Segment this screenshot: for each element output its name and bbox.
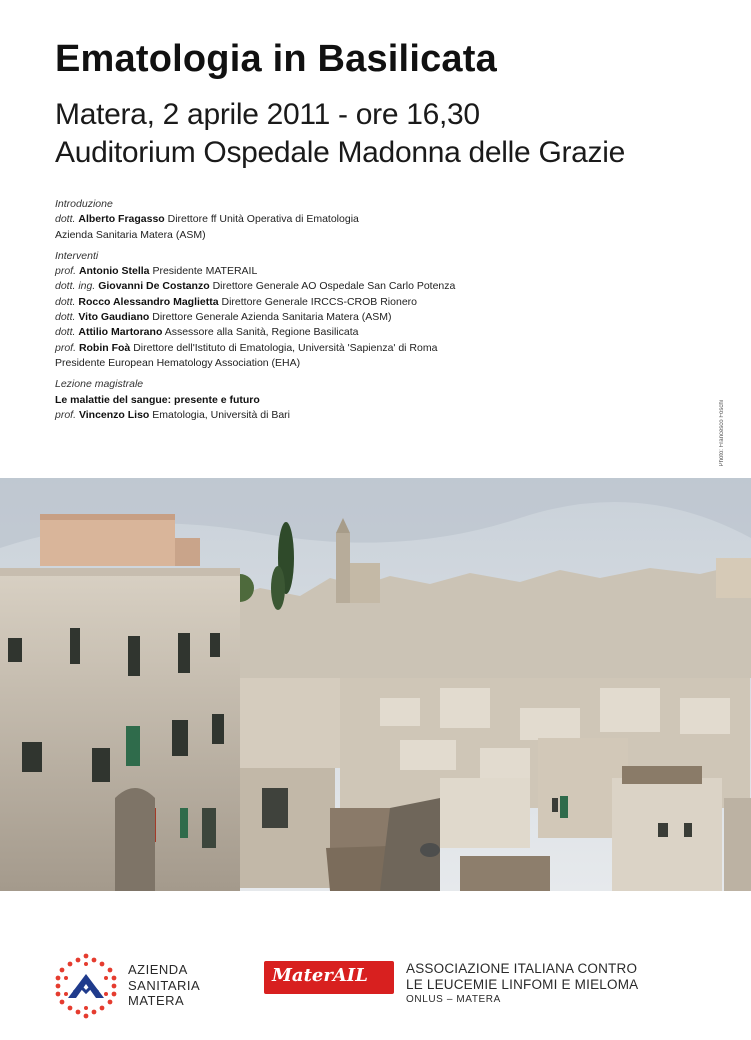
speaker-role: Ematologia, Università di Bari	[152, 408, 290, 421]
section-lezione-label: Lezione magistrale	[55, 378, 144, 391]
speaker-line	[55, 325, 575, 340]
event-date: Matera, 2 aprile 2011 - ore 16,30	[55, 98, 480, 131]
speaker-title: dott.	[55, 295, 76, 308]
speaker-name: Vincenzo Liso	[78, 408, 150, 421]
speaker-role: Direttore ff Unità Operativa di Ematologia	[167, 213, 359, 226]
materail-logo	[264, 961, 394, 994]
speaker-role: Direttore Generale IRCCS-CROB Rionero	[221, 295, 417, 308]
speaker-line	[55, 341, 575, 356]
assoc-line: ONLUS – MATERA	[406, 994, 501, 1005]
assoc-line: LE LEUCEMIE LINFOMI E MIELOMA	[406, 977, 639, 992]
speaker-line	[55, 212, 575, 227]
speaker-title: prof.	[55, 408, 77, 421]
speaker-title: dott.	[55, 311, 76, 324]
program	[55, 197, 575, 423]
speaker-name: Vito Gaudiano	[78, 311, 150, 324]
speaker-line	[55, 279, 575, 294]
speaker-title: prof.	[55, 265, 77, 278]
matera-sassi-photo	[0, 478, 751, 891]
speaker-title: dott.	[55, 213, 76, 226]
speaker-name: Attilio Martorano	[78, 326, 163, 339]
speaker-title: prof.	[55, 341, 77, 354]
speaker-name: Antonio Stella	[78, 265, 150, 278]
speaker-line	[55, 310, 575, 325]
section-interventi-label: Interventi	[55, 249, 99, 262]
section-intro-label: Introduzione	[55, 198, 113, 210]
speaker-name: Alberto Fragasso	[78, 213, 165, 226]
speaker-line	[55, 408, 575, 423]
speaker-name: Robin Foà	[78, 341, 131, 354]
photo-credit: Photo: Francesco Foschi	[719, 400, 725, 467]
assoc-line: ASSOCIAZIONE ITALIANA CONTRO	[406, 961, 638, 976]
asm-name	[128, 962, 200, 1009]
speaker-name: Rocco Alessandro Maglietta	[78, 295, 219, 308]
speaker-line	[55, 295, 575, 310]
speaker-name: Giovanni De Costanzo	[98, 280, 210, 293]
speaker-line	[55, 264, 575, 279]
speaker-role: Direttore Generale AO Ospedale San Carlo Potenza	[212, 280, 456, 293]
asm-line: AZIENDA	[128, 962, 188, 977]
asm-logo	[52, 950, 120, 1022]
asm-line: SANITARIA	[128, 977, 201, 993]
asm-line: MATERA	[128, 993, 185, 1008]
event-venue: Auditorium Ospedale Madonna delle Grazie	[55, 136, 625, 169]
speaker-role: Assessore alla Sanità, Regione Basilicata	[164, 326, 359, 339]
association-name	[406, 961, 638, 1005]
speaker-role-cont: Presidente European Hematology Association (EHA)	[55, 356, 301, 369]
lecture-topic: Le malattie del sangue: presente e futuro	[55, 393, 260, 406]
speaker-role: Direttore dell'Istituto di Ematologia, Università 'Sapienza' di Roma	[133, 341, 438, 354]
speaker-role-cont: Azienda Sanitaria Matera (ASM)	[55, 228, 206, 241]
speaker-title: dott.	[55, 326, 76, 339]
speaker-role: Direttore Generale Azienda Sanitaria Matera (ASM)	[152, 311, 392, 324]
page-title: Ematologia in Basilicata	[55, 38, 497, 80]
materail-wordmark: MaterAIL	[272, 965, 368, 986]
speaker-role: Presidente MATERAIL	[152, 265, 258, 278]
speaker-title: dott. ing.	[55, 280, 96, 293]
